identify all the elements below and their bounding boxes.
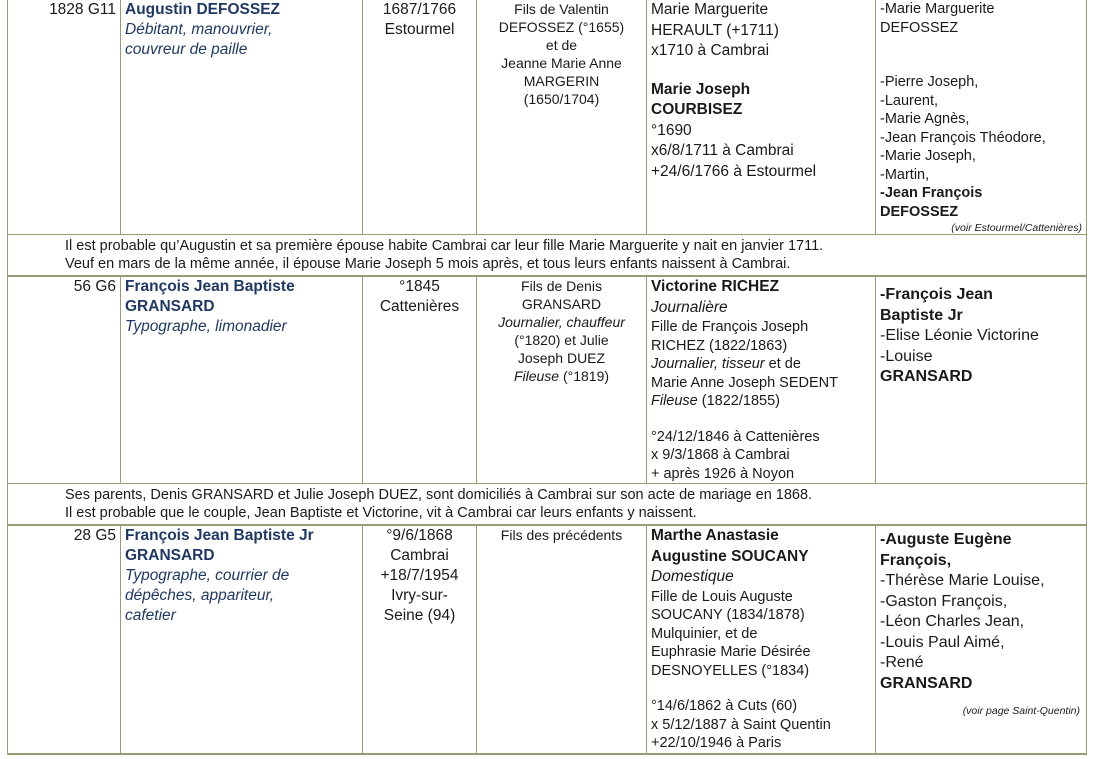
dates-line: +18/7/1954 <box>380 567 459 584</box>
person-occupation: Typographe, courrier de <box>125 567 290 584</box>
dates-line: 1687/1766 <box>382 1 457 18</box>
child-item-direct: DEFOSSEZ <box>880 203 959 220</box>
table-row <box>8 276 1087 484</box>
dates-cell <box>363 525 477 754</box>
child-item: -Thérèse Marie Louise, <box>880 572 1045 589</box>
dates-line: °1845 <box>399 278 440 295</box>
place-line: Estourmel <box>384 21 455 38</box>
spouse-cell <box>647 276 876 484</box>
child-item: -Louis Paul Aimé, <box>880 633 1005 651</box>
table-row <box>8 0 1087 235</box>
spouse-line: Marie Marguerite <box>651 1 769 18</box>
spouse-event: x 9/3/1868 à Cambrai <box>651 447 790 463</box>
sosa-text: 56 G6 <box>73 278 116 295</box>
spouse-parents-occupation: Fileuse <box>651 393 698 409</box>
person-occupation: Débitant, manouvrier, <box>125 21 273 38</box>
sosa-text: 1828 G11 <box>49 1 116 18</box>
note-line: Veuf en mars de la même année, il épouse Marie Joseph 5 mois après, et tous leurs enfants naissent à Cambrai. <box>65 256 791 272</box>
sosa-number <box>8 276 121 484</box>
spouse-parents-date: (1822/1855) <box>697 393 780 409</box>
spouse-event: +24/6/1766 à Estourmel <box>651 162 817 180</box>
person-name: Augustin DEFOSSEZ <box>125 1 280 18</box>
spouse-parents <box>651 355 871 374</box>
parents-occupation: Fileuse <box>513 368 560 384</box>
person-cell <box>121 0 363 235</box>
spouse-occupation: Journalière <box>651 298 728 316</box>
spouse-name: Marthe Anastasie <box>651 527 779 544</box>
spacer <box>651 411 871 428</box>
person-name: GRANSARD <box>125 547 215 564</box>
child-item: -René <box>880 654 924 671</box>
note-row <box>8 484 1087 526</box>
child-item: -Gaston François, <box>880 592 1008 610</box>
parents-line: Fils des précédents <box>500 527 623 543</box>
person-name: GRANSARD <box>125 298 215 315</box>
sosa-number <box>8 525 121 754</box>
note-line: Il est probable qu’Augustin et sa première épouse habite Cambrai car leur fille Marie Marguerite y nait en janvier 1711. <box>65 238 824 254</box>
spouse-occupation: Domestique <box>651 568 734 585</box>
spouse-event: + après 1926 à Noyon <box>651 465 795 482</box>
spouse-name: COURBISEZ <box>651 101 743 118</box>
person-occupation: couvreur de paille <box>125 41 248 58</box>
spouse-cell <box>647 525 876 754</box>
parents-line: Fils de Valentin <box>514 1 609 17</box>
parents-line: (°1820) et Julie <box>514 332 609 348</box>
spouse-parents: Fille de François Joseph <box>651 319 809 335</box>
spouse-name: Victorine RICHEZ <box>651 278 780 295</box>
dates-line: °9/6/1868 <box>386 527 453 544</box>
parents-line: Joseph DUEZ <box>517 350 606 366</box>
place-line: Ivry-sur- <box>391 587 448 604</box>
parents-line: Fils de Denis <box>521 278 602 294</box>
child-item: -Marie Joseph, <box>880 148 976 164</box>
child-item-direct: François, <box>880 551 952 569</box>
sosa-text: 28 G5 <box>73 527 116 544</box>
children-cell <box>876 0 1087 235</box>
genealogy-table <box>7 0 1087 755</box>
parents-line: GRANSARD <box>521 296 602 312</box>
child-item: -Elise Léonie Victorine <box>880 327 1039 344</box>
spacer <box>651 680 871 697</box>
place-line: Cattenières <box>379 298 460 315</box>
spouse-parents: SOUCANY (1834/1878) <box>651 607 805 623</box>
spouse-event: x6/8/1711 à Cambrai <box>651 142 794 159</box>
person-occupation: dépêches, appariteur, <box>125 587 275 604</box>
person-cell <box>121 276 363 484</box>
spouse-event: °24/12/1846 à Cattenières <box>651 428 820 445</box>
child-item: -Léon Charles Jean, <box>880 613 1025 630</box>
child-item: -Martin, <box>880 166 930 183</box>
parents-line: MARGERIN <box>523 73 600 89</box>
child-item: -Louise <box>880 347 933 365</box>
reference-note: (voir page Saint-Quentin) <box>962 705 1080 717</box>
children-cell <box>876 525 1087 754</box>
note-row <box>8 235 1087 277</box>
spouse-name: Augustine SOUCANY <box>651 547 809 565</box>
spouse-line: x1710 à Cambrai <box>651 42 770 59</box>
place-line: Cambrai <box>390 547 449 564</box>
child-item: -Jean François Théodore, <box>880 129 1046 146</box>
spouse-parents: Fille de Louis Auguste <box>651 588 793 605</box>
note-line: Ses parents, Denis GRANSARD et Julie Joseph DUEZ, sont domiciliés à Cambrai sur son acte de mariage en 1868. <box>65 487 813 503</box>
child-item-direct: Baptiste Jr <box>880 306 963 324</box>
person-name: François Jean Baptiste <box>125 278 295 295</box>
parents-cell <box>477 276 647 484</box>
spouse-event: +22/10/1946 à Paris <box>651 735 782 751</box>
child-item: DEFOSSEZ <box>880 19 959 36</box>
spacer <box>651 62 871 80</box>
parents-line: DEFOSSEZ (°1655) <box>498 19 625 35</box>
parents-date: (°1819) <box>559 368 610 384</box>
spouse-parents: Marie Anne Joseph SEDENT <box>651 374 838 391</box>
parents-line: et de <box>545 37 578 53</box>
spouse-parents: RICHEZ (1822/1863) <box>651 337 788 354</box>
spouse-event: x 5/12/1887 à Saint Quentin <box>651 716 831 733</box>
child-item-direct: -Auguste Eugène <box>880 531 1012 548</box>
person-occupation: Typographe, limonadier <box>125 318 287 335</box>
parents-line <box>481 367 642 385</box>
table-row <box>8 525 1087 754</box>
parents-line: Jeanne Marie Anne <box>501 55 622 71</box>
genealogy-page <box>7 0 1086 755</box>
person-name: François Jean Baptiste Jr <box>125 527 314 544</box>
children-surname: GRANSARD <box>880 368 973 385</box>
dates-cell <box>363 276 477 484</box>
reference-note: (voir Estourmel/Cattenières) <box>951 222 1082 234</box>
spouse-event: °14/6/1862 à Cuts (60) <box>651 698 798 714</box>
note-cell <box>8 235 1087 277</box>
child-item-direct: -François Jean <box>880 286 993 303</box>
parents-cell <box>477 0 647 235</box>
note-line: Il est probable que le couple, Jean Baptiste et Victorine, vit à Cambrai car leurs enfants y naissent. <box>65 505 697 521</box>
spouse-parents: Euphrasie Marie Désirée <box>651 644 811 660</box>
spouse-parents <box>651 392 871 411</box>
parents-occupation: Journalier, chauffeur <box>498 314 625 330</box>
sosa-number <box>8 0 121 235</box>
person-occupation: cafetier <box>125 607 176 624</box>
spouse-parents-occupation: Journalier, tisseur <box>651 356 765 372</box>
child-item: -Marie Agnès, <box>880 111 970 127</box>
spouse-parents-conj: et de <box>764 356 801 372</box>
note-cell <box>8 484 1087 526</box>
children-surname: GRANSARD <box>880 674 973 692</box>
spouse-line: HERAULT (+1711) <box>651 21 779 39</box>
spouse-name: Marie Joseph <box>651 80 751 98</box>
child-item: -Marie Marguerite <box>880 1 995 17</box>
spacer <box>880 37 1082 73</box>
children-cell <box>876 276 1087 484</box>
person-cell <box>121 525 363 754</box>
parents-line: (1650/1704) <box>523 91 600 107</box>
spouse-parents: DESNOYELLES (°1834) <box>651 662 810 679</box>
child-item-direct: -Jean François <box>880 185 983 201</box>
spouse-parents: Mulquinier, et de <box>651 625 758 642</box>
parents-cell <box>477 525 647 754</box>
place-line: Seine (94) <box>383 607 456 624</box>
spouse-cell <box>647 0 876 235</box>
spouse-event: °1690 <box>651 121 692 139</box>
dates-cell <box>363 0 477 235</box>
child-item: -Laurent, <box>880 92 939 109</box>
child-item: -Pierre Joseph, <box>880 74 979 90</box>
